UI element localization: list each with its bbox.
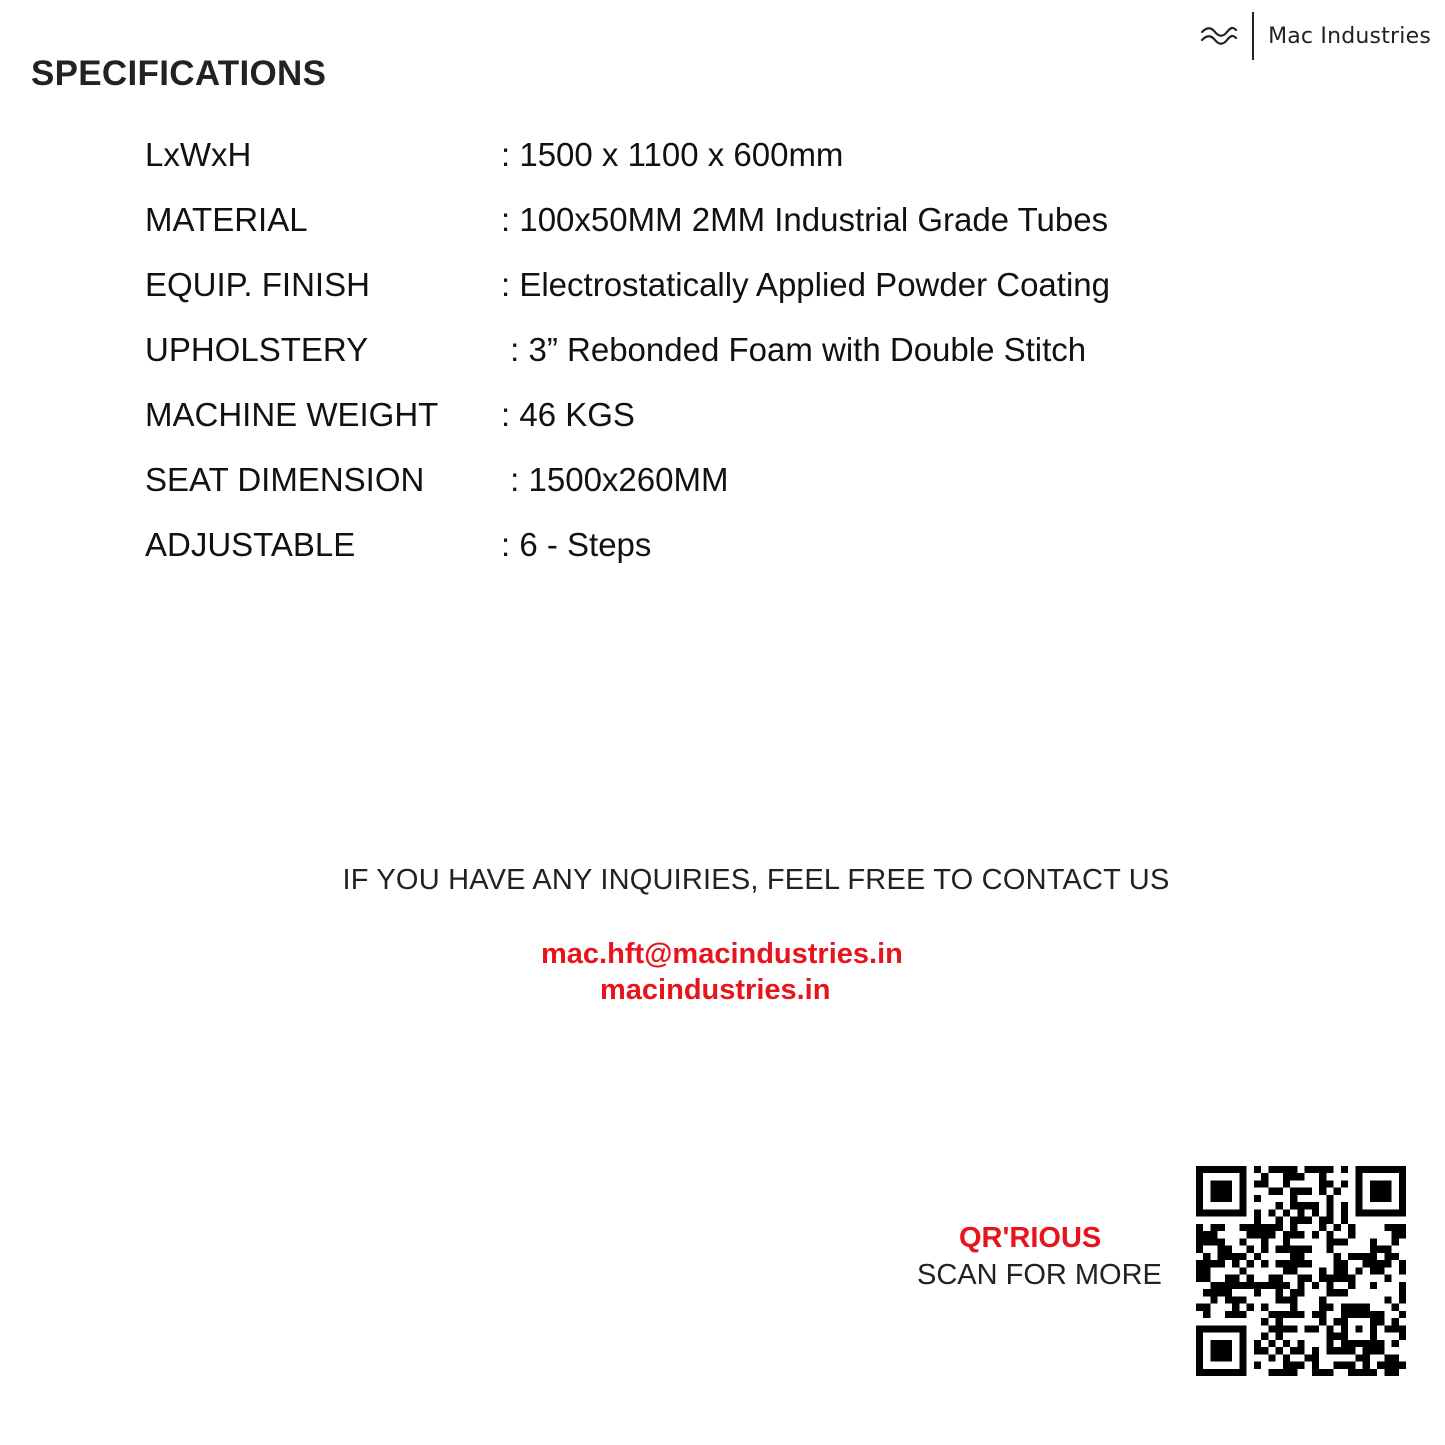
spec-row-seat-dimension bbox=[145, 447, 1245, 512]
spec-label: SEAT DIMENSION bbox=[145, 460, 425, 498]
spec-label: EQUIP. FINISH bbox=[145, 265, 370, 303]
spec-row-weight bbox=[145, 382, 1245, 447]
qr-code-icon[interactable] bbox=[1196, 1166, 1406, 1376]
spec-value: : 1500 x 1100 x 600mm bbox=[501, 135, 844, 173]
spec-label: LxWxH bbox=[145, 135, 252, 173]
specifications-heading: SPECIFICATIONS bbox=[31, 54, 327, 93]
spec-label: ADJUSTABLE bbox=[145, 525, 356, 563]
wave-logo-icon bbox=[1200, 24, 1238, 48]
brand-name: Mac Industries bbox=[1268, 23, 1431, 49]
spec-row-material bbox=[145, 187, 1245, 252]
spec-label: MATERIAL bbox=[145, 200, 308, 238]
contact-heading: IF YOU HAVE ANY INQUIRIES, FEEL FREE TO CONTACT US bbox=[342, 864, 1170, 896]
spec-row-adjustable bbox=[145, 512, 1245, 577]
spec-value: : Electrostatically Applied Powder Coating bbox=[501, 265, 1110, 303]
brand-divider bbox=[1252, 12, 1254, 60]
qr-title: QR'RIOUS bbox=[959, 1222, 1102, 1254]
spec-label: UPHOLSTERY bbox=[145, 330, 369, 368]
spec-value: : 6 - Steps bbox=[501, 525, 652, 563]
contact-website-link[interactable]: macindustries.in bbox=[600, 974, 831, 1006]
spec-row-upholstery bbox=[145, 317, 1245, 382]
spec-row-dimensions bbox=[145, 122, 1245, 187]
spec-value: : 1500x260MM bbox=[501, 460, 729, 498]
specifications-table bbox=[145, 122, 1245, 577]
spec-label: MACHINE WEIGHT bbox=[145, 395, 439, 433]
spec-value: : 3” Rebonded Foam with Double Stitch bbox=[501, 330, 1087, 368]
spec-value: : 100x50MM 2MM Industrial Grade Tubes bbox=[501, 200, 1109, 238]
qr-caption: SCAN FOR MORE bbox=[917, 1259, 1162, 1291]
spec-value: : 46 KGS bbox=[501, 395, 635, 433]
contact-email-link[interactable]: mac.hft@macindustries.in bbox=[541, 938, 903, 970]
spec-row-finish bbox=[145, 252, 1245, 317]
brand-header bbox=[1200, 12, 1431, 60]
